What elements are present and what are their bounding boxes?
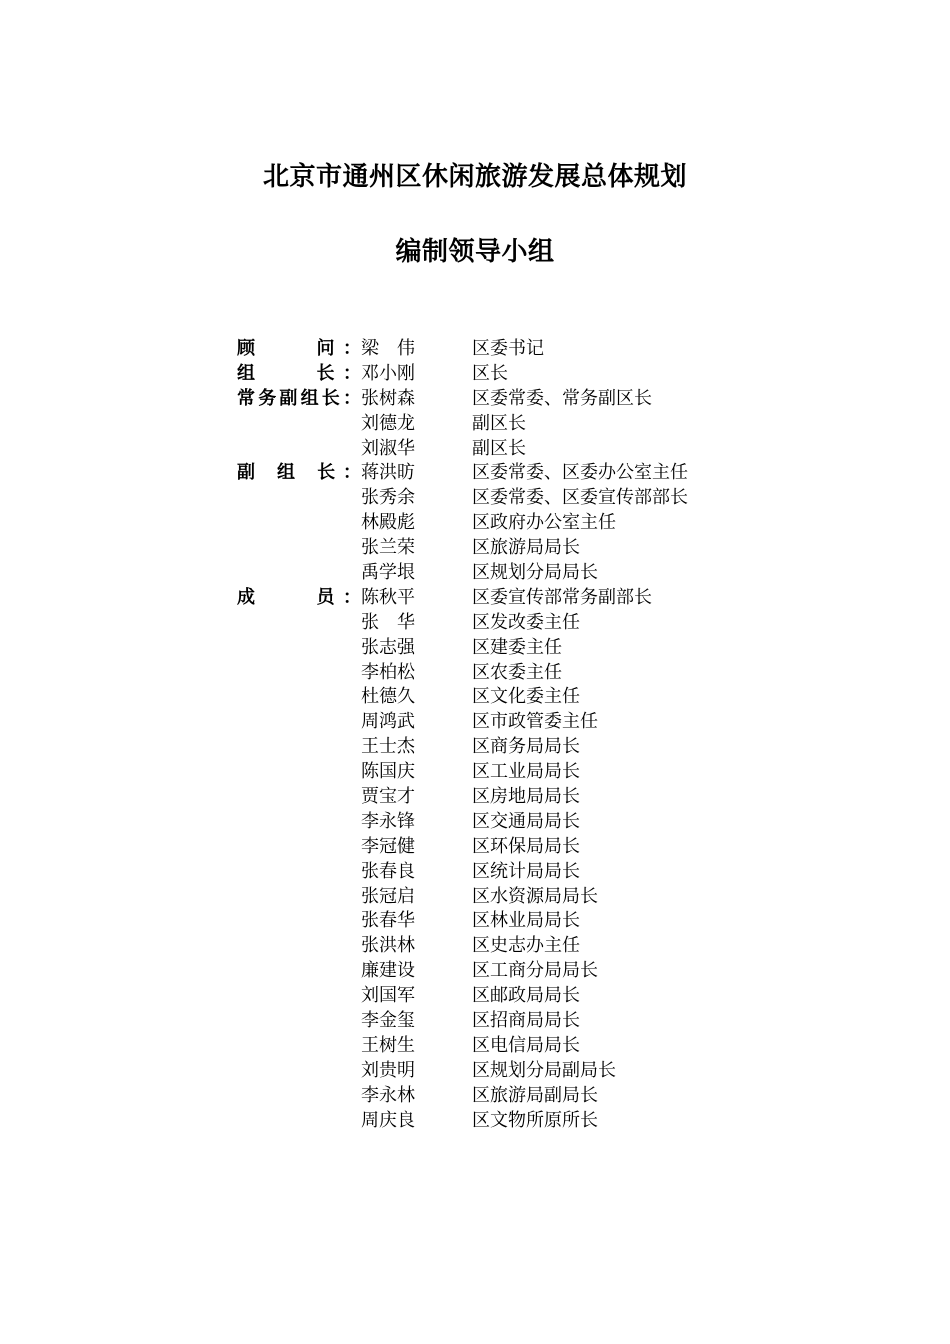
roster-row bbox=[237, 611, 757, 636]
roster-position: 区农委主任 bbox=[472, 661, 562, 683]
roster-position: 区市政管委主任 bbox=[472, 711, 598, 733]
roster-name: 刘贵明 bbox=[361, 1059, 415, 1081]
roster-position: 区委常委、区委办公室主任 bbox=[472, 462, 688, 484]
roster-role: 成 员： bbox=[237, 586, 361, 608]
roster-name: 张志强 bbox=[361, 636, 415, 658]
roster-position: 区电信局局长 bbox=[472, 1034, 580, 1056]
roster-name: 梁 伟 bbox=[361, 338, 415, 359]
roster-row bbox=[237, 984, 757, 1009]
roster-name: 张树森 bbox=[361, 387, 415, 409]
roster-row bbox=[237, 437, 757, 462]
roster-name: 邓小刚 bbox=[361, 362, 415, 384]
roster-row bbox=[237, 1009, 757, 1034]
roster-position: 区委常委、常务副区长 bbox=[472, 387, 652, 409]
roster-role: 组 长： bbox=[237, 362, 361, 384]
roster-row bbox=[237, 885, 757, 910]
roster-name: 刘德龙 bbox=[361, 412, 415, 434]
roster-row bbox=[237, 412, 757, 437]
roster-position: 区邮政局局长 bbox=[472, 985, 580, 1007]
roster-row bbox=[237, 909, 757, 934]
roster-row bbox=[237, 586, 757, 611]
roster-position: 区文化委主任 bbox=[472, 686, 580, 708]
roster-row bbox=[237, 710, 757, 735]
roster-name: 王树生 bbox=[361, 1034, 415, 1056]
roster-row bbox=[237, 486, 757, 511]
roster-row bbox=[237, 785, 757, 810]
roster-name: 刘淑华 bbox=[361, 437, 415, 459]
roster-position: 区交通局局长 bbox=[472, 810, 580, 832]
roster-position: 区委宣传部常务副部长 bbox=[472, 586, 652, 608]
roster-row bbox=[237, 337, 757, 362]
roster-row bbox=[237, 835, 757, 860]
roster-row bbox=[237, 461, 757, 486]
roster-position: 副区长 bbox=[472, 412, 526, 434]
roster-name: 王士杰 bbox=[361, 736, 415, 758]
roster-name: 杜德久 bbox=[361, 686, 415, 708]
roster-name: 李永锋 bbox=[361, 810, 415, 832]
roster-position: 区统计局局长 bbox=[472, 860, 580, 882]
roster-role: 副 组 长： bbox=[237, 462, 361, 484]
roster-row bbox=[237, 860, 757, 885]
roster-position: 区发改委主任 bbox=[472, 611, 580, 633]
roster-name: 张洪林 bbox=[361, 935, 415, 957]
roster-position: 区工商分局局长 bbox=[472, 960, 598, 982]
roster-position: 区政府办公室主任 bbox=[472, 512, 616, 534]
roster-row bbox=[237, 387, 757, 412]
roster-position: 区委常委、区委宣传部部长 bbox=[472, 487, 688, 509]
roster-position: 区林业局局长 bbox=[472, 910, 580, 932]
roster-row bbox=[237, 685, 757, 710]
roster-name: 李永林 bbox=[361, 1084, 415, 1106]
roster-position: 区文物所原所长 bbox=[472, 1109, 598, 1131]
roster-position: 区房地局局长 bbox=[472, 786, 580, 808]
roster-name: 贾宝才 bbox=[361, 786, 415, 808]
roster-position: 副区长 bbox=[472, 437, 526, 459]
roster-row bbox=[237, 511, 757, 536]
roster-row bbox=[237, 661, 757, 686]
roster-position: 区长 bbox=[472, 362, 508, 384]
roster-row bbox=[237, 735, 757, 760]
roster-row bbox=[237, 1084, 757, 1109]
roster-row bbox=[237, 636, 757, 661]
roster-position: 区旅游局局长 bbox=[472, 537, 580, 559]
roster-name: 张 华 bbox=[361, 611, 415, 633]
roster-name: 张春华 bbox=[361, 910, 415, 932]
roster-name: 林殿彪 bbox=[361, 512, 415, 534]
roster-name: 陈秋平 bbox=[361, 586, 415, 608]
roster-position: 区委书记 bbox=[472, 338, 544, 359]
roster-name: 蒋洪昉 bbox=[361, 462, 415, 484]
roster-row bbox=[237, 760, 757, 785]
roster-name: 陈国庆 bbox=[361, 761, 415, 783]
roster-role: 常务副组长： bbox=[237, 387, 361, 409]
roster-row bbox=[237, 934, 757, 959]
roster-row bbox=[237, 1059, 757, 1084]
roster-role: 顾 问： bbox=[237, 338, 361, 359]
roster-position: 区环保局局长 bbox=[472, 835, 580, 857]
roster-name: 禹学垠 bbox=[361, 562, 415, 584]
roster-position: 区工业局局长 bbox=[472, 761, 580, 783]
roster-name: 张春良 bbox=[361, 860, 415, 882]
roster-row bbox=[237, 959, 757, 984]
roster-name: 张兰荣 bbox=[361, 537, 415, 559]
roster-row bbox=[237, 561, 757, 586]
document-subtitle: 编制领导小组 bbox=[395, 237, 555, 267]
roster-row bbox=[237, 536, 757, 561]
roster-name: 李冠健 bbox=[361, 835, 415, 857]
roster-name: 张冠启 bbox=[361, 885, 415, 907]
leadership-roster bbox=[237, 337, 757, 1134]
roster-name: 周鸿武 bbox=[361, 711, 415, 733]
roster-row bbox=[237, 362, 757, 387]
roster-position: 区旅游局副局长 bbox=[472, 1084, 598, 1106]
roster-position: 区水资源局局长 bbox=[472, 885, 598, 907]
roster-position: 区规划分局局长 bbox=[472, 562, 598, 584]
roster-position: 区规划分局副局长 bbox=[472, 1059, 616, 1081]
document-title: 北京市通州区休闲旅游发展总体规划 bbox=[262, 162, 687, 192]
roster-row bbox=[237, 1034, 757, 1059]
roster-row bbox=[237, 810, 757, 835]
roster-name: 张秀余 bbox=[361, 487, 415, 509]
roster-row bbox=[237, 1109, 757, 1134]
roster-name: 廉建设 bbox=[361, 960, 415, 982]
roster-position: 区招商局局长 bbox=[472, 1010, 580, 1032]
roster-position: 区史志办主任 bbox=[472, 935, 580, 957]
roster-name: 刘国军 bbox=[361, 985, 415, 1007]
roster-position: 区商务局局长 bbox=[472, 736, 580, 758]
roster-name: 李柏松 bbox=[361, 661, 415, 683]
roster-name: 周庆良 bbox=[361, 1109, 415, 1131]
roster-name: 李金玺 bbox=[361, 1010, 415, 1032]
roster-position: 区建委主任 bbox=[472, 636, 562, 658]
